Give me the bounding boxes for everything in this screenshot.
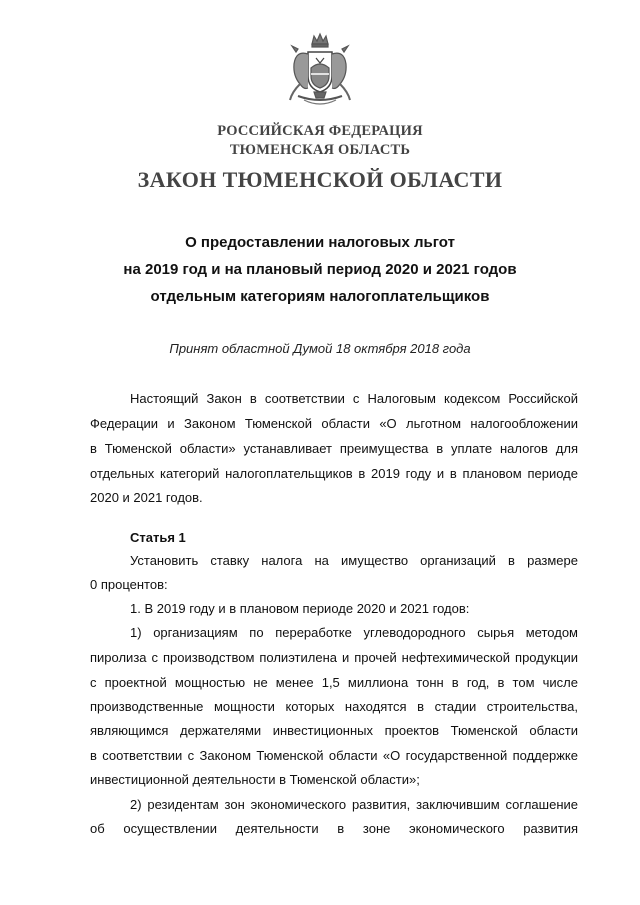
article-item: 1. В 2019 году и в плановом периоде 2020 и 2021 годов:	[130, 601, 470, 616]
document-title-line: на 2019 год и на плановый период 2020 и 2021 годов	[123, 261, 517, 278]
region-header: ТЮМЕНСКАЯ ОБЛАСТЬ	[229, 142, 411, 158]
subitem-line: 1) организациям по переработке углеводородного сырья методом	[130, 625, 578, 640]
coat-of-arms-icon	[284, 30, 356, 112]
article-text-line: 0 процентов:	[90, 577, 168, 592]
subitem-line: 2) резидентам зон экономического развития, заключившим соглашение	[130, 797, 578, 812]
preamble-line: в Тюменской области» устанавливает преимущества в уплате налогов для	[90, 441, 578, 456]
subitem-line: инвестиционной деятельности в Тюменской области»;	[90, 772, 420, 787]
subitem-line: являющимся держателями инвестиционных проектов Тюменской области	[90, 723, 578, 738]
subitem-line: в соответствии с Законом Тюменской области «О государственной поддержке	[90, 748, 578, 763]
subitem-line: производственные мощности которых находятся в стадии строительства,	[90, 699, 578, 714]
preamble-line: отдельных категорий налогоплательщиков в 2019 году и в плановом периоде	[90, 466, 578, 481]
article-heading: Статья 1	[130, 530, 186, 545]
document-title-line: отдельным категориям налогоплательщиков	[150, 288, 490, 305]
article-text-line: Установить ставку налога на имущество организаций в размере	[130, 553, 578, 568]
adoption-note: Принят областной Думой 18 октября 2018 года	[169, 341, 471, 356]
country-header: РОССИЙСКАЯ ФЕДЕРАЦИЯ	[217, 123, 423, 139]
subitem-line: с проектной мощностью не менее 1,5 миллиона тонн в год, в том числе	[90, 675, 578, 690]
preamble-line: Настоящий Закон в соответствии с Налоговым кодексом Российской	[130, 391, 578, 406]
subitem-line: об осуществлении деятельности в зоне экономического развития	[90, 821, 578, 836]
preamble-line: Федерации и Законом Тюменской области «О льготном налогообложении	[90, 416, 578, 431]
document-title-line: О предоставлении налоговых льгот	[185, 234, 455, 251]
subitem-line: пиролиза с производством полиэтилена и прочей нефтехимической продукции	[90, 650, 578, 665]
preamble-line: 2020 и 2021 годов.	[90, 490, 203, 505]
law-header: ЗАКОН ТЮМЕНСКОЙ ОБЛАСТИ	[137, 167, 503, 192]
